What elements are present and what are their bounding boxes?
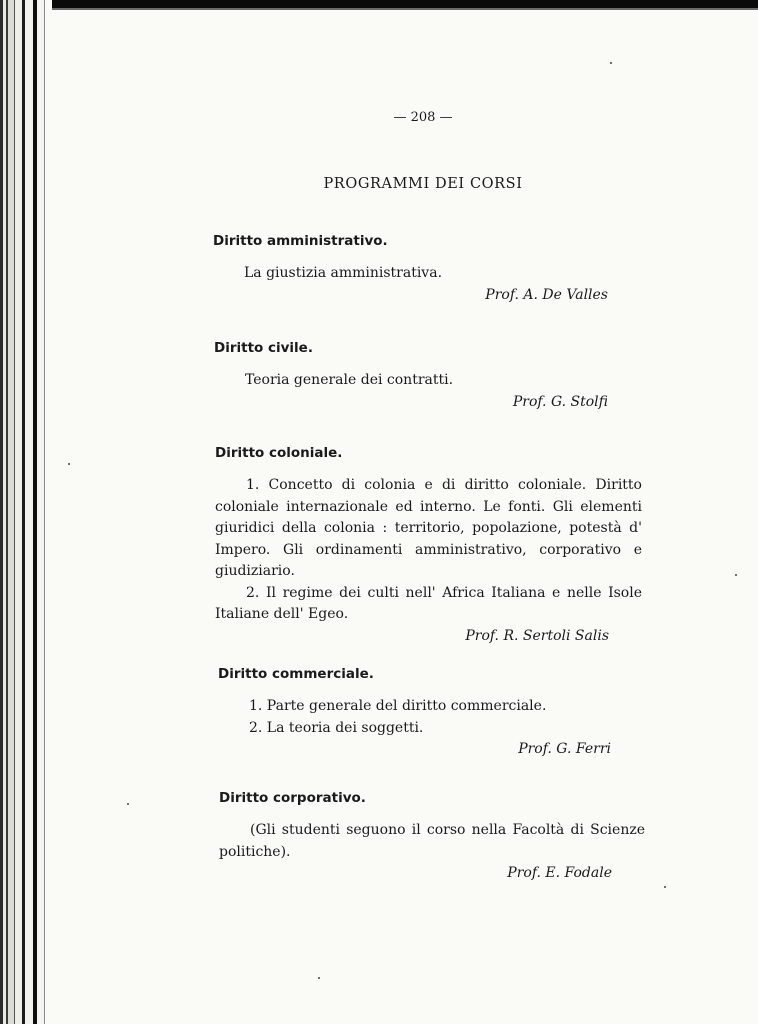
course-description: La giustizia amministrativa. bbox=[244, 265, 443, 281]
scan-speck bbox=[735, 574, 737, 576]
scan-speck bbox=[318, 977, 320, 979]
course-title: Diritto commerciale. bbox=[218, 666, 374, 682]
course-diritto-commerciale bbox=[218, 666, 611, 760]
course-paragraph-2: 2. La teoria dei soggetti. bbox=[249, 719, 424, 736]
course-description: (Gli studenti seguono il corso nella Facoltà di Scienze politiche). bbox=[219, 822, 645, 860]
scan-speck bbox=[610, 62, 612, 64]
page-number: — 208 — bbox=[393, 110, 453, 125]
course-diritto-corporativo bbox=[219, 790, 645, 884]
page-title: PROGRAMMI DEI CORSI bbox=[323, 176, 523, 192]
course-diritto-civile bbox=[214, 340, 608, 413]
course-professor: Prof. G. Stolfi bbox=[512, 393, 608, 410]
course-paragraph-1: 1. Parte generale del diritto commerciale. bbox=[249, 698, 547, 714]
scan-speck bbox=[664, 886, 666, 888]
course-paragraph-1: 1. Concetto di colonia e di diritto coloniale. Diritto coloniale internazionale ed interno. Le fonti. Gli elementi giuridici della colonia : territorio, popolazione, potestà d' Impero. Gli ordinamenti amministrativo, corporativo e giudiziario. bbox=[215, 477, 642, 579]
book-binding-edge bbox=[0, 0, 52, 1024]
course-title: Diritto civile. bbox=[214, 340, 313, 356]
course-paragraph-2: 2. Il regime dei culti nell' Africa Italiana e nelle Isole Italiane dell' Egeo. bbox=[215, 584, 642, 622]
course-professor: Prof. A. De Valles bbox=[485, 286, 608, 303]
course-professor: Prof. E. Fodale bbox=[507, 865, 612, 881]
course-title: Diritto corporativo. bbox=[219, 790, 366, 806]
scan-speck bbox=[127, 803, 129, 805]
course-title: Diritto amministrativo. bbox=[213, 233, 388, 249]
course-description: Teoria generale dei contratti. bbox=[245, 372, 454, 388]
course-title: Diritto coloniale. bbox=[215, 445, 343, 461]
course-diritto-coloniale bbox=[215, 445, 642, 647]
course-diritto-amministrativo bbox=[213, 233, 608, 306]
scan-speck bbox=[68, 463, 70, 465]
scan-top-edge bbox=[0, 0, 758, 12]
course-professor: Prof. R. Sertoli Salis bbox=[465, 627, 609, 644]
course-professor: Prof. G. Ferri bbox=[518, 741, 611, 757]
